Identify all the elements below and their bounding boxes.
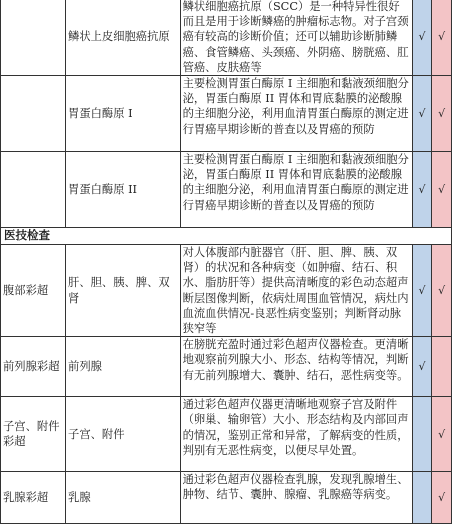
male-check: √ <box>412 152 432 228</box>
female-check: √ <box>432 0 452 76</box>
female-check: √ <box>432 397 452 472</box>
description-cell: 主要检测胃蛋白酶原 I 主细胞和黏液颈细胞分泌，胃蛋白酶原 II 胃体和胃底黏膜的泌酸腺的主细胞分泌，利用血清胃蛋白酶原的测定进行胃癌早期诊断的普查以及胃癌的预防 <box>180 152 412 228</box>
category-cell: 乳腺彩超 <box>1 472 66 524</box>
male-check: √ <box>412 337 432 397</box>
description-cell: 鳞状细胞癌抗原（SCC）是一种特异性很好而且是用于诊断鳞癌的肿瘤标志物。对子宫颈癌有较高的诊断价值；还可以辅助诊断肺鳞癌、食管鳞癌、头颈癌、外阴癌、膀胱癌、肛管癌、皮肤癌等 <box>180 0 412 76</box>
description-cell: 主要检测胃蛋白酶原 I 主细胞和黏液颈细胞分泌，胃蛋白酶原 II 胃体和胃底黏膜的泌酸腺的主细胞分泌，利用血清胃蛋白酶原的测定进行胃癌早期诊断的普查以及胃癌的预防 <box>180 76 412 152</box>
category-cell <box>1 76 66 152</box>
table-row <box>1 245 452 337</box>
male-check: √ <box>412 76 432 152</box>
male-check: √ <box>412 245 432 337</box>
female-check: √ <box>432 152 452 228</box>
male-check <box>412 472 432 524</box>
category-cell <box>1 152 66 228</box>
category-cell <box>1 0 66 76</box>
male-check: √ <box>412 0 432 76</box>
table-row <box>1 152 452 228</box>
item-cell: 鳞状上皮细胞癌抗原 <box>66 0 181 76</box>
item-cell: 肝、胆、胰、脾、双肾 <box>66 245 181 337</box>
female-check: √ <box>432 245 452 337</box>
item-cell: 胃蛋白酶原 I <box>66 76 181 152</box>
male-check <box>412 397 432 472</box>
section-title: 医技检查 <box>1 228 452 245</box>
table-row <box>1 0 452 76</box>
description-cell: 对人体腹部内脏器官（肝、胆、脾、胰、双肾）的状况和各种病变（如肿瘤、结石、积水、脂肪肝等）提供高清晰度的彩色动态超声断层图像判断，依病灶周围血管情况，病灶内血流血供情况-良恶性病变鉴别；判断肾动脉狭窄等 <box>180 245 412 337</box>
description-cell: 在膀胱充盈时通过彩色超声仪器检查。更清晰地观察前列腺大小、形态、结构等情况，判断有无前列腺增大、囊肿、结石，恶性病变等。 <box>180 337 412 397</box>
description-cell: 通过彩色超声仪器更清晰地观察子宫及附件（卵巢、输卵管）大小、形态结构及内部回声的情况，鉴别正常和异常，了解病变的性质，判别有无恶性病变，以便尽早处置。 <box>180 397 412 472</box>
table-row <box>1 472 452 524</box>
table-row <box>1 76 452 152</box>
item-cell: 乳腺 <box>66 472 181 524</box>
category-cell: 子宫、附件彩超 <box>1 397 66 472</box>
female-check: √ <box>432 76 452 152</box>
category-cell: 腹部彩超 <box>1 245 66 337</box>
category-cell: 前列腺彩超 <box>1 337 66 397</box>
section-header-row <box>1 228 452 245</box>
item-cell: 胃蛋白酶原 II <box>66 152 181 228</box>
female-check: √ <box>432 472 452 524</box>
female-check <box>432 337 452 397</box>
table-row <box>1 337 452 397</box>
item-cell: 子宫、附件 <box>66 397 181 472</box>
table-row <box>1 397 452 472</box>
item-cell: 前列腺 <box>66 337 181 397</box>
description-cell: 通过彩色超声仪器检查乳腺，发现乳腺增生、肿物、结节、囊肿、腺瘤、乳腺癌等病变。 <box>180 472 412 524</box>
